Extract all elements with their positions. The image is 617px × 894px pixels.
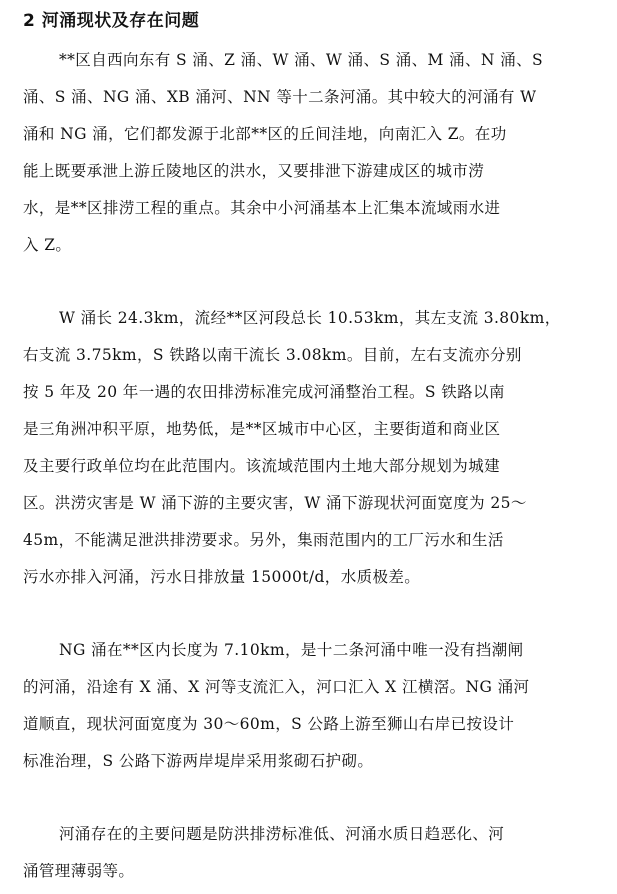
paragraph-line: NG 涌在**区内长度为 7.10km，是十二条河涌中唯一没有挡潮闸	[59, 641, 524, 659]
paragraph-line: 污水亦排入河涌，污水日排放量 15000t/d，水质极差。	[23, 568, 421, 586]
section-heading: 2 河涌现状及存在问题	[23, 11, 200, 31]
paragraph-line: 涌、S 涌、NG 涌、XB 涌河、NN 等十二条河涌。其中较大的河涌有 W	[23, 88, 537, 106]
paragraph-line: 区。洪涝灾害是 W 涌下游的主要灾害，W 涌下游现状河面宽度为 25～	[23, 494, 527, 512]
paragraph-line: 涌和 NG 涌，它们都发源于北部**区的丘间洼地，向南汇入 Z。在功	[23, 125, 507, 143]
paragraph-line: 标准治理，S 公路下游两岸堤岸采用浆砌石护砌。	[23, 752, 374, 770]
paragraph-line: 能上既要承泄上游丘陵地区的洪水，又要排泄下游建成区的城市涝	[23, 162, 485, 180]
paragraph-line: 道顺直，现状河面宽度为 30～60m，S 公路上游至狮山右岸已按设计	[23, 715, 515, 733]
paragraph-line: 的河涌，沿途有 X 涌、X 河等支流汇入，河口汇入 X 江横滘。NG 涌河	[23, 678, 530, 696]
paragraph-line: 按 5 年及 20 年一遇的农田排涝标准完成河涌整治工程。S 铁路以南	[23, 383, 505, 401]
paragraph-line: 涌管理薄弱等。	[23, 862, 135, 880]
paragraph-line: 水，是**区排涝工程的重点。其余中小河涌基本上汇集本流域雨水进	[23, 199, 501, 217]
paragraph-line: 及主要行政单位均在此范围内。该流域范围内土地大部分规划为城建	[23, 457, 501, 475]
paragraph-line: 河涌存在的主要问题是防洪排涝标准低、河涌水质日趋恶化、河	[59, 825, 505, 843]
paragraph-line: W 涌长 24.3km，流经**区河段总长 10.53km，其左支流 3.80km，	[59, 309, 561, 327]
paragraph-line: 是三角洲冲积平原，地势低，是**区城市中心区，主要街道和商业区	[23, 420, 501, 438]
paragraph-line: 入 Z。	[23, 236, 72, 254]
paragraph-line: **区自西向东有 S 涌、Z 涌、W 涌、W 涌、S 涌、M 涌、N 涌、S	[59, 51, 544, 69]
paragraph-line: 45m，不能满足泄洪排涝要求。另外，集雨范围内的工厂污水和生活	[23, 531, 504, 549]
paragraph-line: 右支流 3.75km，S 铁路以南干流长 3.08km。目前，左右支流亦分别	[23, 346, 522, 364]
